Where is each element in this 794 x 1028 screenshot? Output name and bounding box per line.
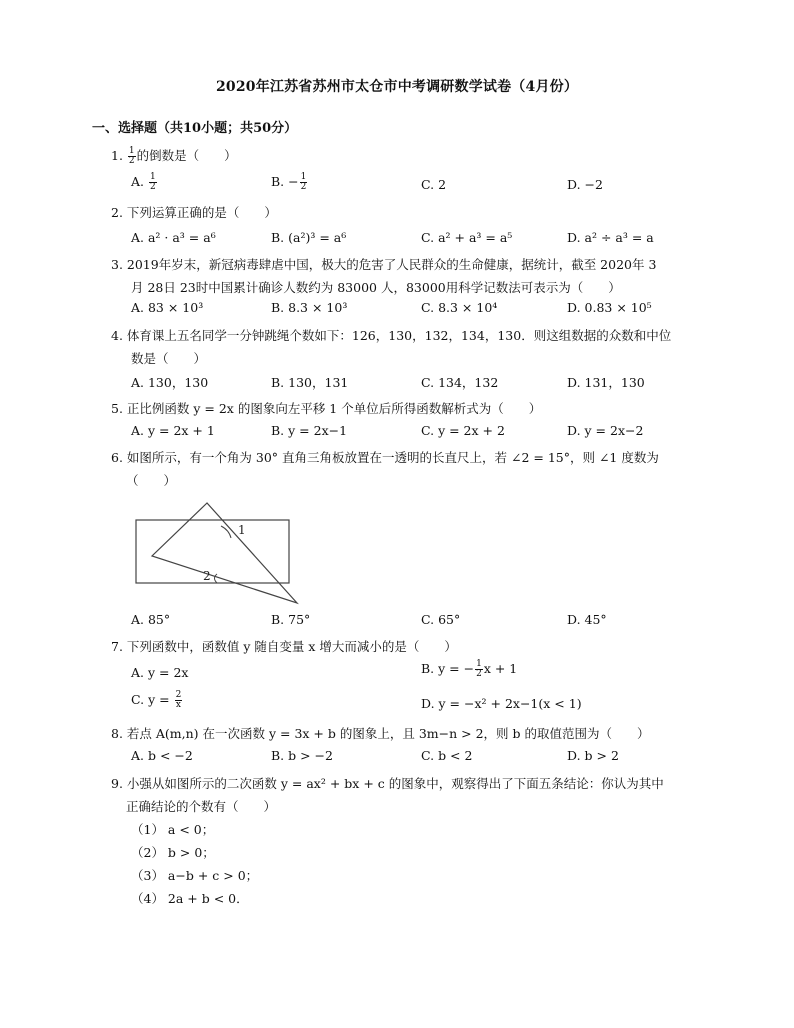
angle-2-label: 2 (203, 569, 211, 583)
question-6-option-a: A. 85° (131, 612, 171, 627)
fraction: $\frac{1}{2}$ (476, 659, 482, 679)
question-8-option-c: C. b < 2 (421, 748, 473, 763)
exam-title: 2020年江苏省苏州市太仓市中考调研数学试卷（4月份） (215, 79, 579, 95)
question-5-option-a: A. y = 2x + 1 (131, 423, 215, 438)
question-6-option-d: D. 45° (567, 612, 607, 627)
question-7-stem: 7. 下列函数中，函数值 y 随自变量 x 增大而减小的是（ ） (111, 639, 457, 654)
question-4-line-1: 4. 体育课上五名同学一分钟跳绳个数如下：126，130，132，134，130．则这组数据的众数和中位 (111, 328, 672, 343)
question-number: 1. (111, 148, 123, 163)
question-1-option-c: C. 2 (421, 177, 447, 192)
question-4-option-b: B. 130，131 (271, 375, 349, 390)
question-6-line-2: （ ） (126, 473, 177, 488)
angle-1-label: 1 (238, 523, 246, 537)
section-heading: 一、选择题（共10小题；共50分） (92, 121, 298, 136)
question-3-option-b: B. 8.3 × 10³ (271, 300, 348, 315)
question-9-item-2: （2） b > 0； (131, 845, 215, 860)
question-9-item-4: （4） 2a + b < 0． (131, 891, 249, 906)
question-1-option-a: A. $\frac{1}{2}$ (131, 172, 156, 192)
question-6-line-1: 6. 如图所示，有一个角为 30° 直角三角板放置在一透明的长直尺上，若 ∠2 = 15°，则 ∠1 度数为 (111, 450, 659, 465)
question-7-option-c: C. y = $\frac{2}{x}$ (131, 690, 182, 710)
question-5-option-c: C. y = 2x + 2 (421, 423, 505, 438)
fraction: $\frac{1}{2}$ (300, 172, 307, 192)
question-8-option-a: A. b < −2 (131, 748, 193, 763)
question-6-option-b: B. 75° (271, 612, 311, 627)
question-7-option-a: A. y = 2x (131, 665, 189, 680)
question-3-option-a: A. 83 × 10³ (131, 300, 204, 315)
question-2-option-a: A. a² · a³ = a⁶ (131, 230, 216, 245)
question-8-stem: 8. 若点 A(m,n) 在一次函数 y = 3x + b 的图象上，且 3m−n > 2，则 b 的取值范围为（ ） (111, 726, 650, 741)
question-9-item-3: （3） a−b + c > 0； (131, 868, 259, 883)
question-7-option-b: B. y = − $\frac{1}{2}$ x + 1 (421, 659, 518, 679)
question-2-option-b: B. (a²)³ = a⁶ (271, 230, 347, 245)
fraction: $\frac{1}{2}$ (128, 146, 135, 166)
question-5-stem: 5. 正比例函数 y = 2x 的图象向左平移 1 个单位后所得函数解析式为（ ） (111, 401, 542, 416)
question-4-option-a: A. 130，130 (131, 375, 209, 390)
question-9-line-2: 正确结论的个数有（ ） (126, 799, 277, 814)
question-5-option-b: B. y = 2x−1 (271, 423, 348, 438)
question-4-option-c: C. 134，132 (421, 375, 499, 390)
question-2-stem: 2. 下列运算正确的是（ ） (111, 205, 277, 220)
question-3-line-1: 3. 2019年岁末，新冠病毒肆虐中国，极大的危害了人民群众的生命健康，据统计，截至 2020年 3 (111, 257, 657, 272)
question-8-option-b: B. b > −2 (271, 748, 333, 763)
question-6-option-c: C. 65° (421, 612, 461, 627)
question-1-option-d: D. −2 (567, 177, 603, 192)
fraction: $\frac{2}{x}$ (175, 690, 182, 710)
question-1-stem: 1. $\frac{1}{2}$ 的倒数是（ ） (111, 146, 237, 166)
angle-2-arc (215, 574, 218, 583)
ruler-rectangle (136, 520, 289, 583)
question-3-option-c: C. 8.3 × 10⁴ (421, 300, 498, 315)
question-4-option-d: D. 131，130 (567, 375, 645, 390)
question-9-item-1: （1） a < 0； (131, 822, 215, 837)
question-4-line-2: 数是（ ） (131, 351, 207, 366)
question-2-option-d: D. a² ÷ a³ = a (567, 230, 654, 245)
question-8-option-d: D. b > 2 (567, 748, 619, 763)
fraction: $\frac{1}{2}$ (150, 172, 156, 192)
set-square-triangle (152, 503, 297, 603)
question-2-option-c: C. a² + a³ = a⁵ (421, 230, 513, 245)
question-7-option-d: D. y = −x² + 2x−1(x < 1) (421, 696, 582, 711)
question-3-line-2: 月 28日 23时中国累计确诊人数约为 83000 人，83000用科学记数法可表示为（ ） (131, 280, 621, 295)
question-3-option-d: D. 0.83 × 10⁵ (567, 300, 652, 315)
question-9-line-1: 9. 小强从如图所示的二次函数 y = ax² + bx + c 的图象中，观察得出了下面五条结论：你认为其中 (111, 776, 664, 791)
ruler-triangle-figure (125, 496, 305, 608)
question-1-option-b: B. − $\frac{1}{2}$ (271, 172, 307, 192)
question-5-option-d: D. y = 2x−2 (567, 423, 644, 438)
